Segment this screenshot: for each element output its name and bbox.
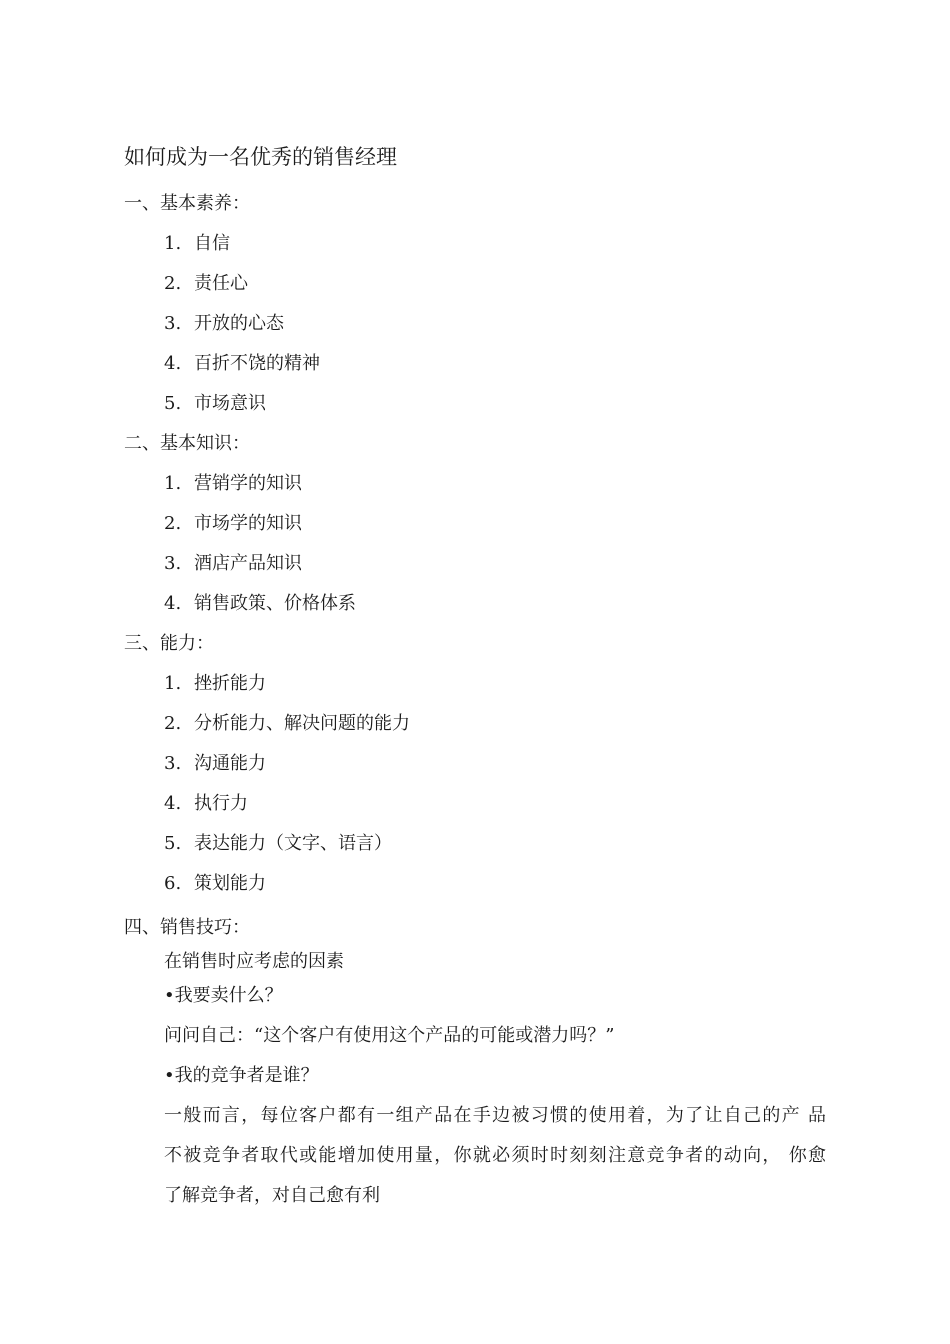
list-item-text: 百折不饶的精神 — [194, 353, 320, 374]
list-item-text: 市场意识 — [194, 393, 266, 414]
list-item-text: 表达能力（文字、语言） — [194, 833, 392, 854]
list-item-number: 3. — [164, 753, 182, 774]
list-item — [164, 512, 302, 536]
section-heading-sales-skills: 四、销售技巧： — [124, 917, 250, 938]
list-item-number: 5. — [164, 833, 182, 854]
list-item-number: 3. — [164, 313, 182, 334]
list-item-text: 销售政策、价格体系 — [194, 593, 356, 614]
section-heading-abilities: 三、能力： — [124, 633, 214, 654]
bullet-what-to-sell: •我要卖什么？ — [164, 985, 283, 1006]
page-title: 如何成为一名优秀的销售经理 — [124, 145, 397, 169]
list-item-number: 2. — [164, 273, 182, 294]
list-item-number: 1. — [164, 233, 182, 254]
list-item-number: 2. — [164, 513, 182, 534]
list-item-text: 开放的心态 — [194, 313, 284, 334]
body-text-line: 不被竞争者取代或能增加使用量，你就必须时时刻刻注意竞争者的动向， 你愈 — [164, 1145, 826, 1166]
bullet-competitor: •我的竞争者是谁？ — [164, 1065, 319, 1086]
list-item — [164, 352, 320, 376]
list-item-number: 4. — [164, 793, 182, 814]
list-item — [164, 272, 248, 296]
list-item — [164, 472, 302, 496]
list-item-number: 6. — [164, 873, 182, 894]
list-item — [164, 872, 266, 896]
list-item-text: 责任心 — [194, 273, 248, 294]
list-item-text: 执行力 — [194, 793, 248, 814]
list-item-number: 1. — [164, 673, 182, 694]
list-item-text: 挫折能力 — [194, 673, 266, 694]
list-item-number: 4. — [164, 353, 182, 374]
body-text-line: 一般而言，每位客户都有一组产品在手边被习惯的使用着，为了让自己的产 品 — [164, 1105, 826, 1126]
list-item — [164, 712, 410, 736]
list-item — [164, 672, 266, 696]
list-item — [164, 792, 248, 816]
list-item-text: 营销学的知识 — [194, 473, 302, 494]
list-item — [164, 592, 356, 616]
list-item-number: 5. — [164, 393, 182, 414]
list-item — [164, 752, 266, 776]
list-item-text: 分析能力、解决问题的能力 — [194, 713, 410, 734]
list-item-text: 策划能力 — [194, 873, 266, 894]
list-item-number: 1. — [164, 473, 182, 494]
list-item-text: 酒店产品知识 — [194, 553, 302, 574]
list-item-number: 2. — [164, 713, 182, 734]
paragraph-factors: 在销售时应考虑的因素 — [164, 951, 344, 972]
list-item — [164, 392, 266, 416]
list-item-text: 沟通能力 — [194, 753, 266, 774]
list-item — [164, 832, 392, 856]
paragraph-ask-yourself: 问问自己：“这个客户有使用这个产品的可能或潜力吗？” — [164, 1025, 615, 1046]
list-item-number: 3. — [164, 553, 182, 574]
list-item-text: 市场学的知识 — [194, 513, 302, 534]
body-text-line: 了解竞争者，对自己愈有利 — [164, 1185, 380, 1206]
list-item — [164, 312, 284, 336]
list-item-text: 自信 — [194, 233, 230, 254]
section-heading-basic-knowledge: 二、基本知识： — [124, 433, 250, 454]
list-item — [164, 552, 302, 576]
section-heading-basic-qualities: 一、基本素养： — [124, 193, 250, 214]
list-item — [164, 232, 230, 256]
list-item-number: 4. — [164, 593, 182, 614]
